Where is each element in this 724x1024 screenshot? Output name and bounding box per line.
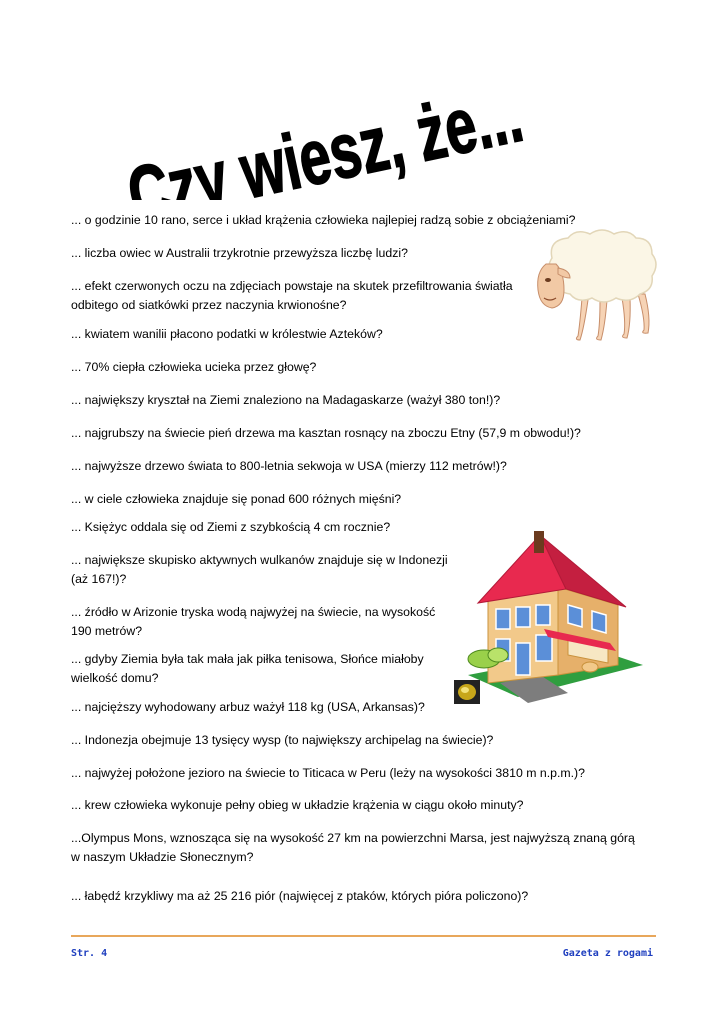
fact-item: ...Olympus Mons, wznosząca się na wysokość 27 km na powierzchni Marsa, jest najwyższą znaną górą <box>71 831 635 845</box>
fact-item: odbitego od siatkówki przez naczynia krwionośne? <box>71 298 347 312</box>
fact-item: ... 70% ciepła człowieka ucieka przez głowę? <box>71 360 317 374</box>
footer-page-number: Str. 4 <box>71 948 108 959</box>
fact-item: ... najwyższe drzewo świata to 800-letnia sekwoja w USA (mierzy 112 metrów!)? <box>71 459 507 473</box>
fact-item: ... liczba owiec w Australii trzykrotnie przewyższa liczbę ludzi? <box>71 246 408 260</box>
fact-item: ... największe skupisko aktywnych wulkanów znajduje się w Indonezji <box>71 553 448 567</box>
sheep-illustration <box>530 228 660 343</box>
title-text: Czy wiesz, że... <box>120 40 550 200</box>
melon-icon <box>454 680 480 704</box>
fact-item: (aż 167!)? <box>71 572 127 586</box>
fact-item: 190 metrów? <box>71 624 143 638</box>
fact-item: ... łabędź krzykliwy ma aż 25 216 piór (najwięcej z ptaków, których pióra policzono)? <box>71 889 529 903</box>
fact-item: ... o godzinie 10 rano, serce i układ krążenia człowieka najlepiej radzą sobie z obciążeniami? <box>71 213 576 227</box>
fact-item: ... w ciele człowieka znajduje się ponad 600 różnych mięśni? <box>71 492 402 506</box>
fact-item: ... Księżyc oddala się od Ziemi z szybkością 4 cm rocznie? <box>71 520 391 534</box>
fact-item: wielkość domu? <box>71 671 159 685</box>
fact-item: ... kwiatem wanilii płacono podatki w królestwie Azteków? <box>71 327 383 341</box>
fact-item: ... największy kryształ na Ziemi znaleziono na Madagaskarze (ważył 380 ton!)? <box>71 393 501 407</box>
fact-item: ... krew człowieka wykonuje pełny obieg w układzie krążenia w ciągu około minuty? <box>71 798 524 812</box>
footer-newspaper-name: Gazeta z rogami <box>562 948 653 959</box>
fact-item: ... najwyżej położone jezioro na świecie to Titicaca w Peru (leży na wysokości 3810 m n.p.m.)? <box>71 766 585 780</box>
fact-item: w naszym Układzie Słonecznym? <box>71 850 254 864</box>
fact-item: ... najgrubszy na świecie pień drzewa ma kasztan rosnący na zboczu Etny (57,9 m obwodu!)? <box>71 426 581 440</box>
fact-item: ... gdyby Ziemia była tak mała jak piłka tenisowa, Słońce miałoby <box>71 652 424 666</box>
fact-item: ... Indonezja obejmuje 13 tysięcy wysp (to największy archipelag na świecie)? <box>71 733 494 747</box>
fact-item: ... najcięższy wyhodowany arbuz ważył 118 kg (USA, Arkansas)? <box>71 700 425 714</box>
fact-item: ... efekt czerwonych oczu na zdjęciach powstaje na skutek przefiltrowania światła <box>71 279 513 293</box>
fact-item: ... źródło w Arizonie tryska wodą najwyżej na świecie, na wysokość <box>71 605 436 619</box>
footer-divider <box>71 935 656 937</box>
page-title <box>110 40 550 200</box>
